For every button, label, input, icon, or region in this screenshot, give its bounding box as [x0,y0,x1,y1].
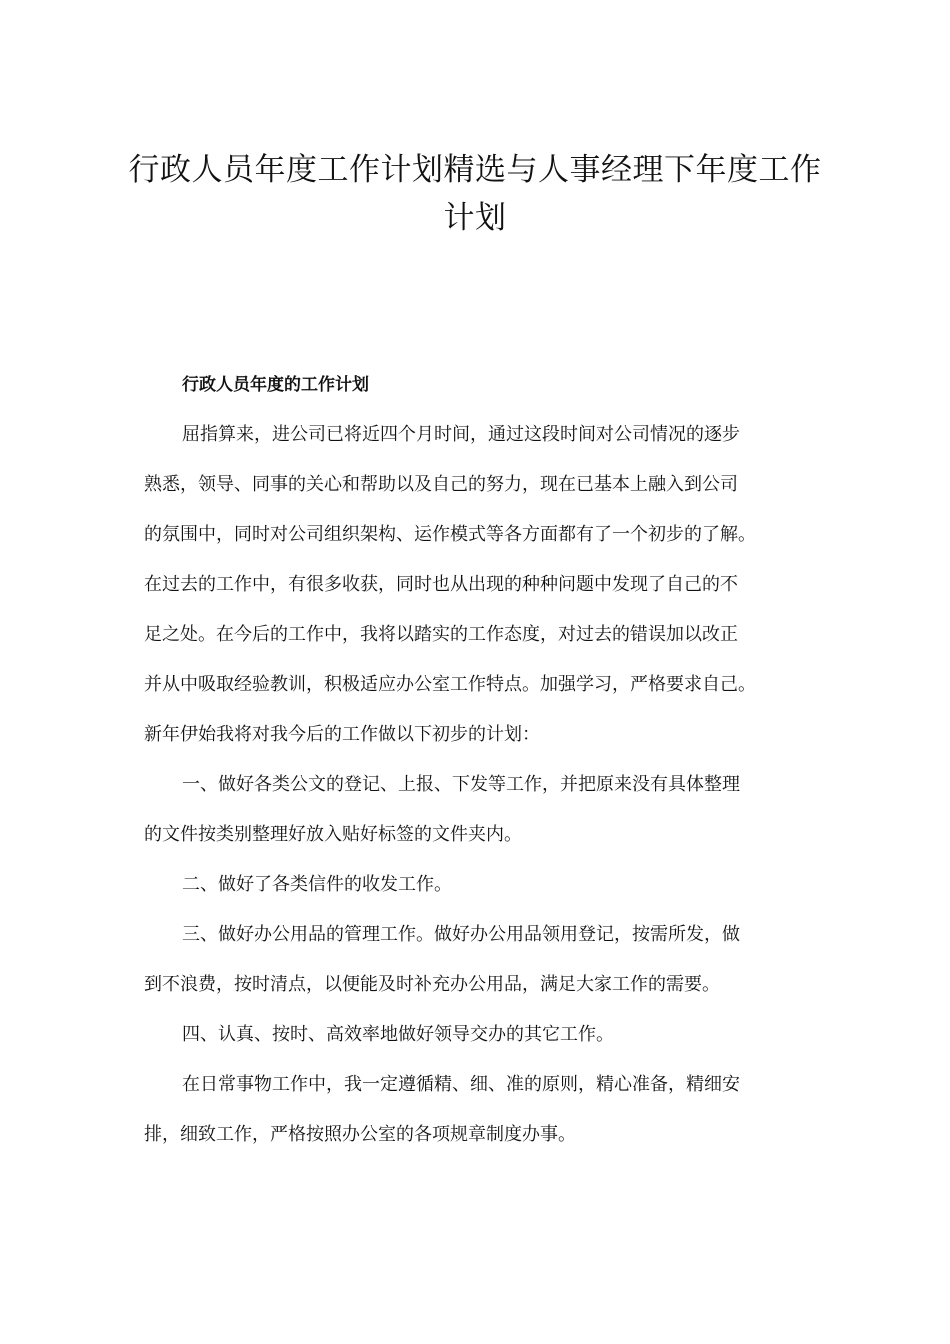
paragraph-line: 排，细致工作，严格按照办公室的各项规章制度办事。 [144,1124,576,1145]
paragraph-line: 在过去的工作中，有很多收获，同时也从出现的种种问题中发现了自己的不 [144,574,738,595]
list-item-line: 三、做好办公用品的管理工作。做好办公用品领用登记，按需所发，做 [182,924,740,945]
paragraph-line: 的氛围中，同时对公司组织架构、运作模式等各方面都有了一个初步的了解。 [144,524,756,545]
document-title-line-1: 行政人员年度工作计划精选与人事经理下年度工作 [128,152,822,188]
paragraph-line: 在日常事物工作中，我一定遵循精、细、准的原则，精心准备，精细安 [182,1074,740,1095]
document-title [120,146,830,242]
list-item-line: 到不浪费，按时清点，以便能及时补充办公用品，满足大家工作的需要。 [144,974,720,995]
section-heading: 行政人员年度的工作计划 [182,375,369,395]
paragraph-line: 足之处。在今后的工作中，我将以踏实的工作态度，对过去的错误加以改正 [144,624,738,645]
paragraph-line: 熟悉，领导、同事的关心和帮助以及自己的努力，现在已基本上融入到公司 [144,474,738,495]
list-item-line: 二、做好了各类信件的收发工作。 [182,874,452,895]
list-item-line: 的文件按类别整理好放入贴好标签的文件夹内。 [144,824,522,845]
paragraph-line: 新年伊始我将对我今后的工作做以下初步的计划： [144,724,540,745]
list-item-line: 四、认真、按时、高效率地做好领导交办的其它工作。 [182,1024,614,1045]
document-title-line-2: 计划 [443,200,507,236]
paragraph-line: 并从中吸取经验教训，积极适应办公室工作特点。加强学习，严格要求自己。 [144,674,756,695]
paragraph-line: 屈指算来，进公司已将近四个月时间，通过这段时间对公司情况的逐步 [182,424,740,445]
document-body [144,360,796,1160]
list-item-line: 一、做好各类公文的登记、上报、下发等工作，并把原来没有具体整理 [182,774,740,795]
